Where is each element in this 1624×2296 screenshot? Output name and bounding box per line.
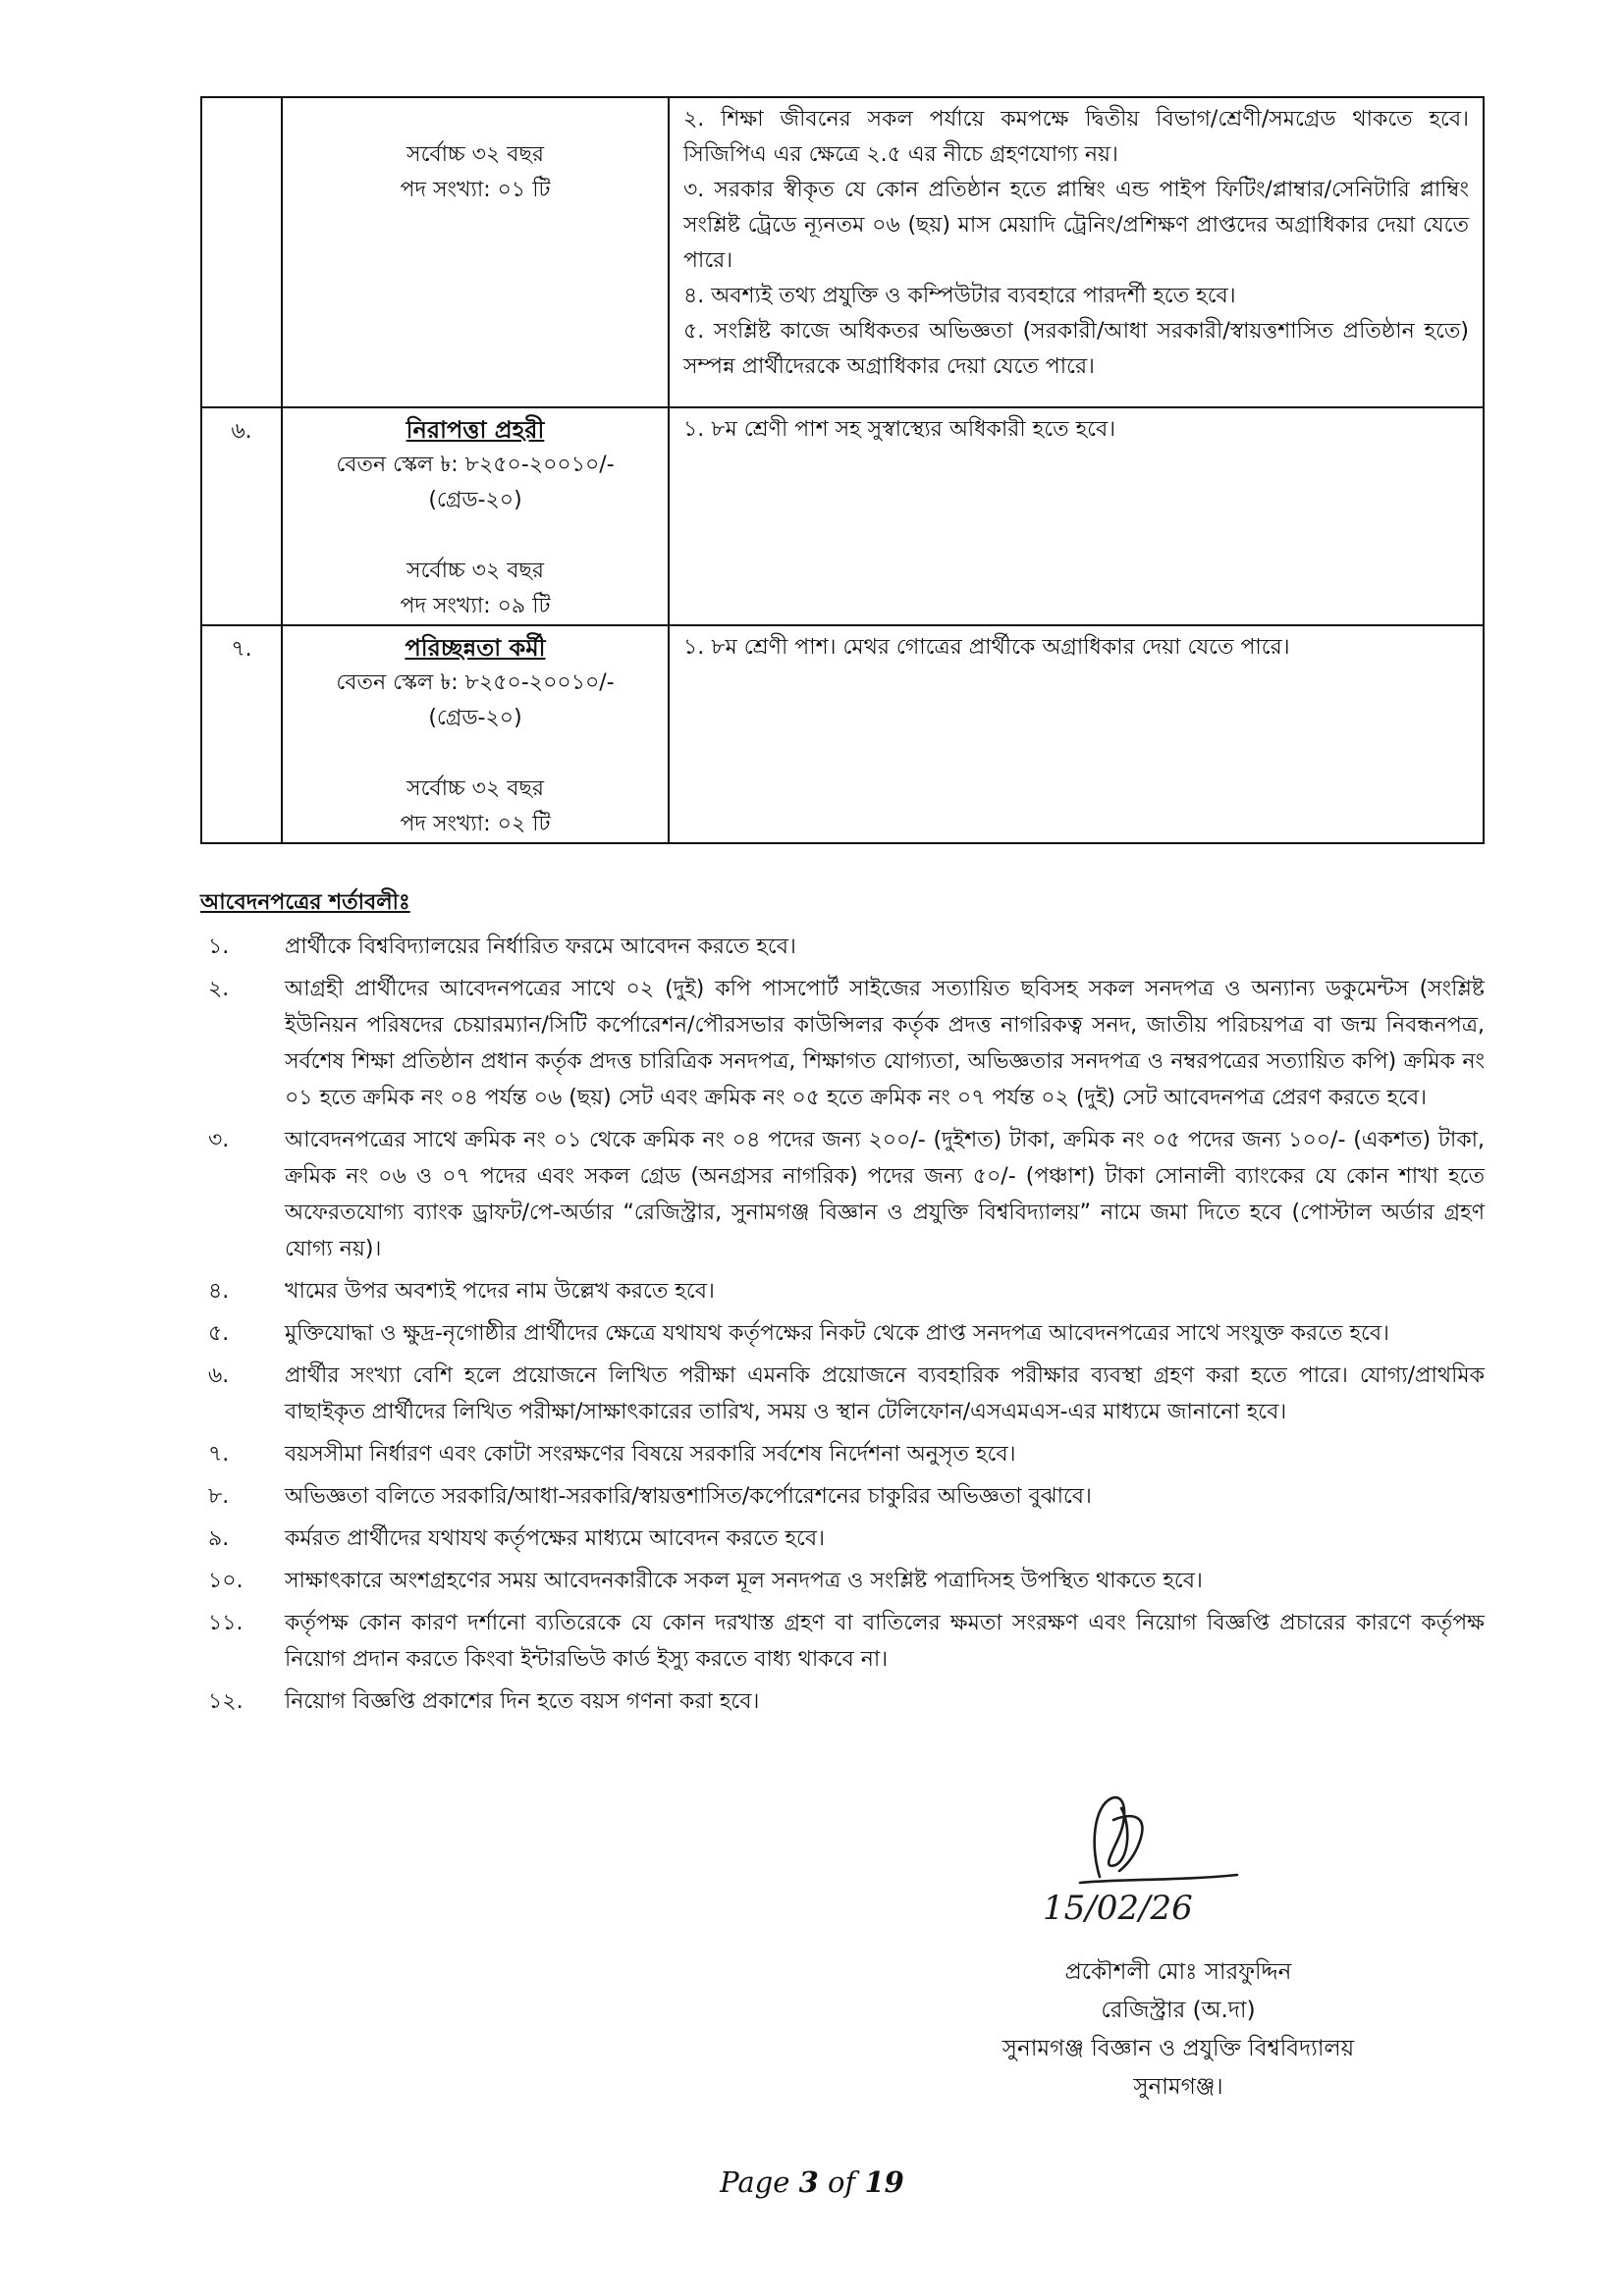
list-item (200, 1478, 1485, 1515)
post-age-limit: সর্বোচ্চ ৩২ বছর (406, 559, 544, 583)
item-text: কর্তৃপক্ষ কোন কারণ দর্শানো ব্যতিরেকে যে কোন দরখাস্ত গ্রহণ বা বাতিলের ক্ষমতা সংরক্ষণ এবং নিয়োগ বিজ্ঞপ্তি প্রচারের কারণে কর্তৃপক্ষ নিয়োগ প্রদান করতে কিংবা ইন্টারভিউ কার্ড ইস্যু করতে বাধ্য থাকবে না। (285, 1611, 1485, 1672)
qualification-item: ৪. অবশ্যই তথ্য প্রযুক্তি ও কম্পিউটার ব্যবহারে পারদর্শী হতে হবে। (683, 284, 1236, 308)
signature-block (1001, 1787, 1414, 1895)
list-item (200, 1315, 1485, 1352)
post-vacancy: পদ সংখ্যা: ০২ টি (400, 812, 551, 836)
qualification-item: ৩. সরকার স্বীকৃত যে কোন প্রতিষ্ঠান হতে প্লাম্বিং এন্ড পাইপ ফিটিং/প্লাম্বার/সেনিটারি প্লাম্বিং সংশ্লিষ্ট ট্রেডে ন্যূনতম ০৬ (ছয়) মাস মেয়াদি ট্রেনিং/প্রশিক্ষণ প্রাপ্তদের অগ্রাধিকার দেয়া যেতে পারে। (683, 178, 1469, 273)
list-item (200, 929, 1485, 965)
item-number: ৭. (208, 1442, 230, 1467)
post-pay-scale: বেতন স্কেল ৳: ৮২৫০-২০০১০/- (336, 453, 615, 477)
signature-date: 15/02/26 (1043, 1889, 1193, 1928)
list-item (200, 971, 1485, 1116)
post-vacancy: পদ সংখ্যা: ০১ টি (400, 178, 551, 202)
post-pay-scale: বেতন স্কেল ৳: ৮২৫০-২০০১০/- (336, 670, 615, 695)
item-text: নিয়োগ বিজ্ঞপ্তি প্রকাশের দিন হতে বয়স গণনা করা হবে। (285, 1689, 760, 1714)
post-grade: (গ্রেড-২০) (428, 706, 522, 730)
post-detail (283, 102, 668, 137)
qualification-item: ২. শিক্ষা জীবনের সকল পর্যায়ে কমপক্ষে দ্বিতীয় বিভাগ/শ্রেণী/সমগ্রেড থাকতে হবে। সিজিপিএ এর ক্ষেত্রে ২.৫ এর নীচে গ্রহণযোগ্য নয়। (683, 107, 1469, 167)
signatory-location: সুনামগঞ্জ। (1133, 2074, 1223, 2100)
item-number: ৮. (208, 1484, 230, 1509)
item-text: মুক্তিযোদ্ধা ও ক্ষুদ্র-নৃগোষ্ঠীর প্রার্থীদের ক্ষেত্রে যথাযথ কর্তৃপক্ষের নিকট থেকে প্রাপ্ত সনদপত্র আবেদনপত্রের সাথে সংযুক্ত করতে হবে। (285, 1321, 1389, 1346)
table-row (201, 407, 1484, 625)
post-cell (282, 97, 669, 407)
post-age-limit: সর্বোচ্চ ৩২ বছর (406, 776, 544, 801)
conditions-heading: আবেদনপত্রের শর্তাবলীঃ (200, 890, 410, 915)
table-row (201, 625, 1484, 843)
list-item (200, 1358, 1485, 1430)
page-current: 3 (798, 2165, 819, 2199)
list-item (200, 1436, 1485, 1472)
qualification-item: ৫. সংশ্লিষ্ট কাজে অধিকতর অভিজ্ঞতা (সরকারী/আধা সরকারী/স্বায়ত্তশাসিত প্রতিষ্ঠান হতে) সম্পন্ন প্রার্থীদেরকে অগ্রাধিকার দেয়া যেতে পারে। (683, 319, 1469, 379)
item-number: ২. (208, 977, 230, 1001)
page-total: 19 (864, 2165, 904, 2199)
item-text: প্রার্থীর সংখ্যা বেশি হলে প্রয়োজনে লিখিত পরীক্ষা এমনকি প্রয়োজনে ব্যবহারিক পরীক্ষার ব্যবস্থা গ্রহণ করা হতে পারে। যোগ্য/প্রাথমিক বাছাইকৃত প্রার্থীদের লিখিত পরীক্ষা/সাক্ষাৎকারের তারিখ, সময় ও স্থান টেলিফোন/এসএমএস-এর মাধ্যমে জানানো হবে। (285, 1363, 1485, 1424)
post-detail (283, 518, 668, 554)
item-number: ৩. (208, 1128, 230, 1152)
qualification-cell (669, 407, 1484, 625)
handwritten-signature (1060, 1787, 1247, 1895)
post-vacancy: পদ সংখ্যা: ০৯ টি (400, 594, 551, 618)
page-number (0, 2165, 1624, 2199)
serial-cell: ৭. (201, 625, 282, 843)
post-cell (282, 407, 669, 625)
list-item (200, 1605, 1485, 1678)
item-number: ১. (208, 934, 230, 959)
item-text: কর্মরত প্রার্থীদের যথাযথ কর্তৃপক্ষের মাধ্যমে আবেদন করতে হবে। (285, 1526, 825, 1551)
post-age-limit: সর্বোচ্চ ৩২ বছর (406, 142, 544, 167)
post-grade: (গ্রেড-২০) (428, 488, 522, 512)
item-text: আগ্রহী প্রার্থীদের আবেদনপত্রের সাথে ০২ (দুই) কপি পাসপোর্ট সাইজের সত্যায়িত ছবিসহ সকল সনদপত্র ও অন্যান্য ডকুমেন্টস (সংশ্লিষ্ট ইউনিয়ন পরিষদের চেয়ারম্যান/সিটি কর্পোরেশন/পৌরসভার কাউন্সিলর কর্তৃক প্রদত্ত নাগরিকত্ব সনদ, জাতীয় পরিচয়পত্র বা জন্ম নিবন্ধনপত্র, সর্বশেষ শিক্ষা প্রতিষ্ঠান প্রধান কর্তৃক প্রদত্ত চারিত্রিক সনদপত্র, শিক্ষাগত যোগ্যতা, অভিজ্ঞতার সনদপত্র ও নম্বরপত্রের সত্যায়িত কপি) ক্রমিক নং ০১ হতে ক্রমিক নং ০৪ পর্যন্ত ০৬ (ছয়) সেট এবং ক্রমিক নং ০৫ হতে ক্রমিক নং ০৭ পর্যন্ত ০২ (দুই) সেট আবেদনপত্র প্রেরণ করতে হবে। (285, 977, 1485, 1110)
post-title: পরিচ্ছন্নতা কর্মী (405, 634, 546, 662)
page-word: Page (720, 2165, 790, 2199)
item-number: ১২. (208, 1689, 244, 1714)
serial-cell (201, 97, 282, 407)
item-number: ১১. (208, 1611, 244, 1635)
post-cell (282, 625, 669, 843)
item-text: সাক্ষাৎকারে অংশগ্রহণের সময় আবেদনকারীকে সকল মূল সনদপত্র ও সংশ্লিষ্ট পত্রাদিসহ উপস্থিত থাকতে হবে। (285, 1569, 1203, 1593)
list-item (200, 1521, 1485, 1557)
qualification-cell (669, 625, 1484, 843)
qualification-cell (669, 97, 1484, 407)
item-text: খামের উপর অবশ্যই পদের নাম উল্লেখ করতে হবে। (285, 1279, 715, 1304)
post-title: নিরাপত্তা প্রহরী (406, 416, 545, 444)
signatory-name: প্রকৌশলী মোঃ সারফুদ্দিন (1064, 1959, 1292, 1985)
page-of-word: of (828, 2165, 856, 2199)
posts-table (200, 96, 1485, 844)
item-text: বয়সসীমা নির্ধারণ এবং কোটা সংরক্ষণের বিষয়ে সরকারি সর্বশেষ নির্দেশনা অনুসৃত হবে। (285, 1442, 1016, 1467)
conditions-list (200, 929, 1485, 1726)
list-item (200, 1563, 1485, 1599)
item-text: প্রার্থীকে বিশ্ববিদ্যালয়ের নির্ধারিত ফরমে আবেদন করতে হবে। (285, 934, 796, 959)
qualification-item: ১. ৮ম শ্রেণী পাশ সহ সুস্বাস্থ্যের অধিকারী হতে হবে। (683, 417, 1116, 442)
item-text: অভিজ্ঞতা বলিতে সরকারি/আধা-সরকারি/স্বায়ত্তশাসিত/কর্পোরেশনের চাকুরির অভিজ্ঞতা বুঝাবে। (285, 1484, 1092, 1509)
signatory-organization: সুনামগঞ্জ বিজ্ঞান ও প্রযুক্তি বিশ্ববিদ্যালয় (1001, 2036, 1355, 2061)
item-number: ৯. (208, 1526, 230, 1551)
item-number: ৪. (208, 1279, 230, 1304)
signatory-block (913, 1953, 1443, 2107)
item-number: ৬. (208, 1363, 230, 1388)
signatory-designation: রেজিস্ট্রার (অ.দা) (1101, 1998, 1256, 2023)
item-number: ৫. (208, 1321, 230, 1346)
serial-cell: ৬. (201, 407, 282, 625)
table-row (201, 97, 1484, 407)
item-text: আবেদনপত্রের সাথে ক্রমিক নং ০১ থেকে ক্রমিক নং ০৪ পদের জন্য ২০০/- (দুইশত) টাকা, ক্রমিক নং ০৫ পদের জন্য ১০০/- (একশত) টাকা, ক্রমিক নং ০৬ ও ০৭ পদের এবং সকল গ্রেড (অনগ্রসর নাগরিক) পদের জন্য ৫০/- (পঞ্চাশ) টাকা সোনালী ব্যাংকের যে কোন শাখা হতে অফেরতযোগ্য ব্যাংক ড্রাফট/পে-অর্ডার “রেজিস্ট্রার, সুনামগঞ্জ বিজ্ঞান ও প্রযুক্তি বিশ্ববিদ্যালয়” নামে জমা দিতে হবে (পোস্টাল অর্ডার গ্রহণ যোগ্য নয়)। (285, 1128, 1485, 1261)
list-item (200, 1122, 1485, 1267)
list-item (200, 1273, 1485, 1309)
item-number: ১০. (208, 1569, 244, 1593)
list-item (200, 1683, 1485, 1720)
qualification-item: ১. ৮ম শ্রেণী পাশ। মেথর গোত্রের প্রার্থীকে অগ্রাধিকার দেয়া যেতে পারে। (683, 635, 1290, 660)
post-detail (283, 736, 668, 772)
